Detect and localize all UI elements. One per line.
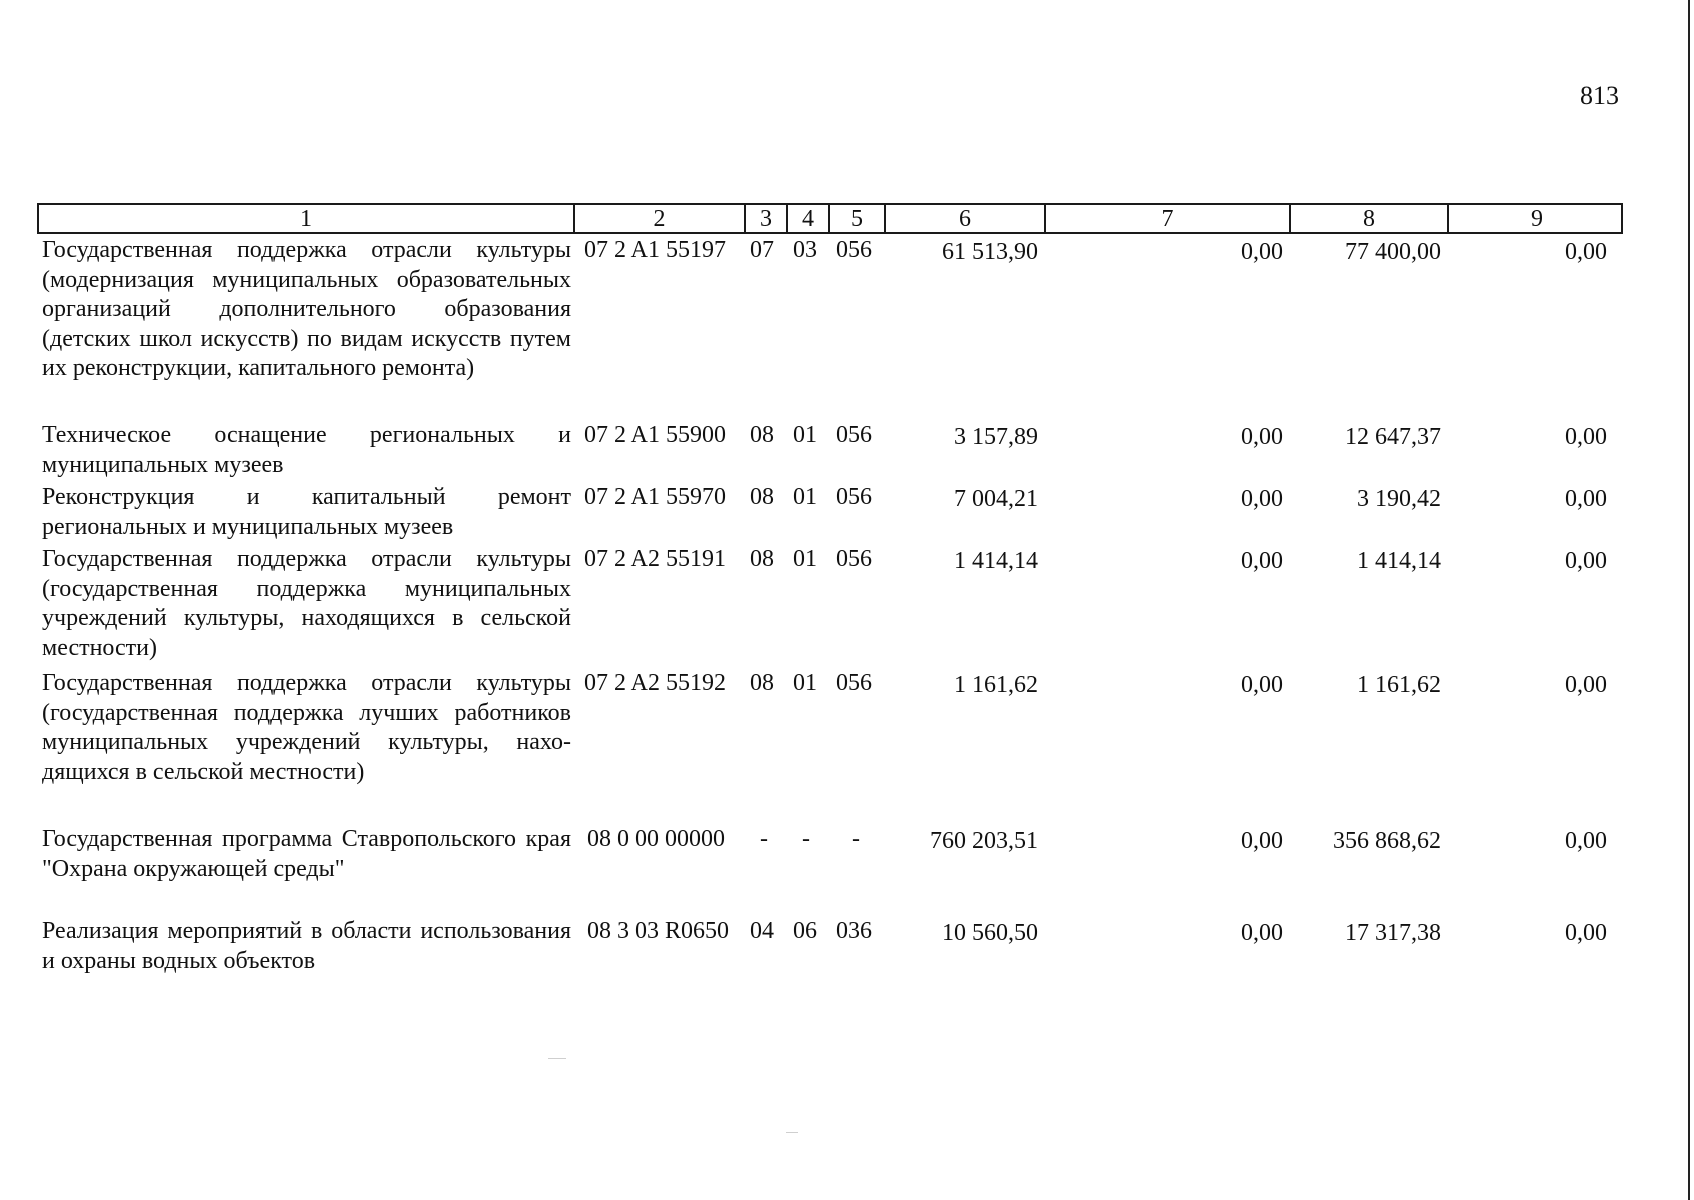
row-col-7: 0,00 — [1241, 424, 1283, 450]
row-col-9: 0,00 — [1565, 239, 1607, 265]
row-col-4: 06 — [793, 918, 817, 944]
header-col-1: 1 — [39, 205, 575, 232]
row-col-8: 12 647,37 — [1345, 424, 1441, 450]
table-row — [0, 421, 1694, 481]
row-description: Государственная поддержка отрасли культуры (государственная поддержка муниципальных учреждений культуры, находящихся в сельской местности) — [42, 546, 571, 661]
row-col-5: - — [852, 826, 860, 852]
row-col-6: 10 560,50 — [942, 920, 1038, 946]
table-row — [0, 483, 1694, 543]
row-col-3: 07 — [750, 237, 774, 263]
row-col-4: 01 — [793, 670, 817, 696]
row-description: Реализация мероприятий в области использования и охраны водных объектов — [42, 918, 571, 974]
row-code: 07 2 A1 55197 — [584, 237, 727, 263]
row-col-5: 056 — [836, 484, 872, 510]
row-col-7: 0,00 — [1241, 548, 1283, 574]
row-col-3: 08 — [750, 484, 774, 510]
row-col-5: 056 — [836, 422, 872, 448]
row-col-9: 0,00 — [1565, 828, 1607, 854]
row-code: 08 3 03 R0650 — [587, 918, 730, 944]
row-col-8: 77 400,00 — [1345, 239, 1441, 265]
row-col-6: 3 157,89 — [954, 424, 1038, 450]
row-col-6: 1 161,62 — [954, 672, 1038, 698]
header-col-3: 3 — [746, 205, 788, 232]
row-col-4: 01 — [793, 422, 817, 448]
row-col-9: 0,00 — [1565, 424, 1607, 450]
row-col-4: 03 — [793, 237, 817, 263]
row-code: 07 2 A1 55970 — [584, 484, 727, 510]
header-col-2: 2 — [575, 205, 746, 232]
row-col-9: 0,00 — [1565, 672, 1607, 698]
row-col-4: 01 — [793, 484, 817, 510]
row-col-4: - — [802, 826, 810, 852]
row-col-5: 056 — [836, 670, 872, 696]
header-col-6: 6 — [886, 205, 1046, 232]
header-col-9: 9 — [1531, 206, 1543, 232]
row-col-7: 0,00 — [1241, 672, 1283, 698]
table-row — [0, 669, 1694, 789]
row-col-8: 1 161,62 — [1357, 672, 1441, 698]
row-col-5: 036 — [836, 918, 872, 944]
row-description: Техническое оснащение региональных и муниципальных музеев — [42, 422, 571, 478]
row-col-8: 17 317,38 — [1345, 920, 1441, 946]
row-col-6: 61 513,90 — [942, 239, 1038, 265]
page-number: 813 — [1580, 81, 1619, 110]
header-col-5: 5 — [830, 205, 886, 232]
scan-mark — [548, 1058, 566, 1059]
header-col-7: 7 — [1046, 205, 1291, 232]
row-col-4: 01 — [793, 546, 817, 572]
row-col-7: 0,00 — [1241, 828, 1283, 854]
table-header-row — [37, 203, 1623, 234]
row-col-7: 0,00 — [1241, 239, 1283, 265]
row-col-9: 0,00 — [1565, 486, 1607, 512]
row-code: 07 2 A2 55191 — [584, 546, 727, 572]
row-col-9: 0,00 — [1565, 920, 1607, 946]
row-col-5: 056 — [836, 237, 872, 263]
table-row — [0, 825, 1694, 885]
row-description: Государственная программа Ставропольского края "Охрана окружающей среды" — [42, 826, 571, 882]
row-col-8: 356 868,62 — [1333, 828, 1441, 854]
row-code: 08 0 00 00000 — [587, 826, 725, 852]
row-col-8: 3 190,42 — [1357, 486, 1441, 512]
row-col-7: 0,00 — [1241, 920, 1283, 946]
row-col-8: 1 414,14 — [1357, 548, 1441, 574]
table-row — [0, 236, 1694, 386]
scan-mark — [786, 1132, 798, 1133]
row-code: 07 2 A2 55192 — [584, 670, 727, 696]
row-col-3: 04 — [750, 918, 774, 944]
row-col-3: 08 — [750, 670, 774, 696]
row-col-7: 0,00 — [1241, 486, 1283, 512]
table-row — [0, 917, 1694, 977]
header-col-8: 8 — [1291, 205, 1449, 232]
row-col-6: 760 203,51 — [930, 828, 1038, 854]
row-col-3: 08 — [750, 422, 774, 448]
row-description: Государственная поддержка отрасли культуры (государственная поддержка лучших работников муниципальных учреждений культуры, находящихся в сельской местности) — [42, 670, 571, 785]
header-col-4: 4 — [788, 205, 830, 232]
row-col-6: 1 414,14 — [954, 548, 1038, 574]
row-col-5: 056 — [836, 546, 872, 572]
row-code: 07 2 A1 55900 — [584, 422, 727, 448]
row-col-6: 7 004,21 — [954, 486, 1038, 512]
row-col-3: - — [760, 826, 768, 852]
row-description: Государственная поддержка отрасли культуры (модернизация муниципальных образовательных организаций дополнительного образования (детских школ искусств) по видам искусств путем их реконструкции, капитального ремонта) — [42, 237, 571, 381]
row-col-3: 08 — [750, 546, 774, 572]
table-row — [0, 545, 1694, 665]
row-description: Реконструкция и капитальный ремонт региональных и муниципальных музеев — [42, 484, 571, 540]
row-col-9: 0,00 — [1565, 548, 1607, 574]
